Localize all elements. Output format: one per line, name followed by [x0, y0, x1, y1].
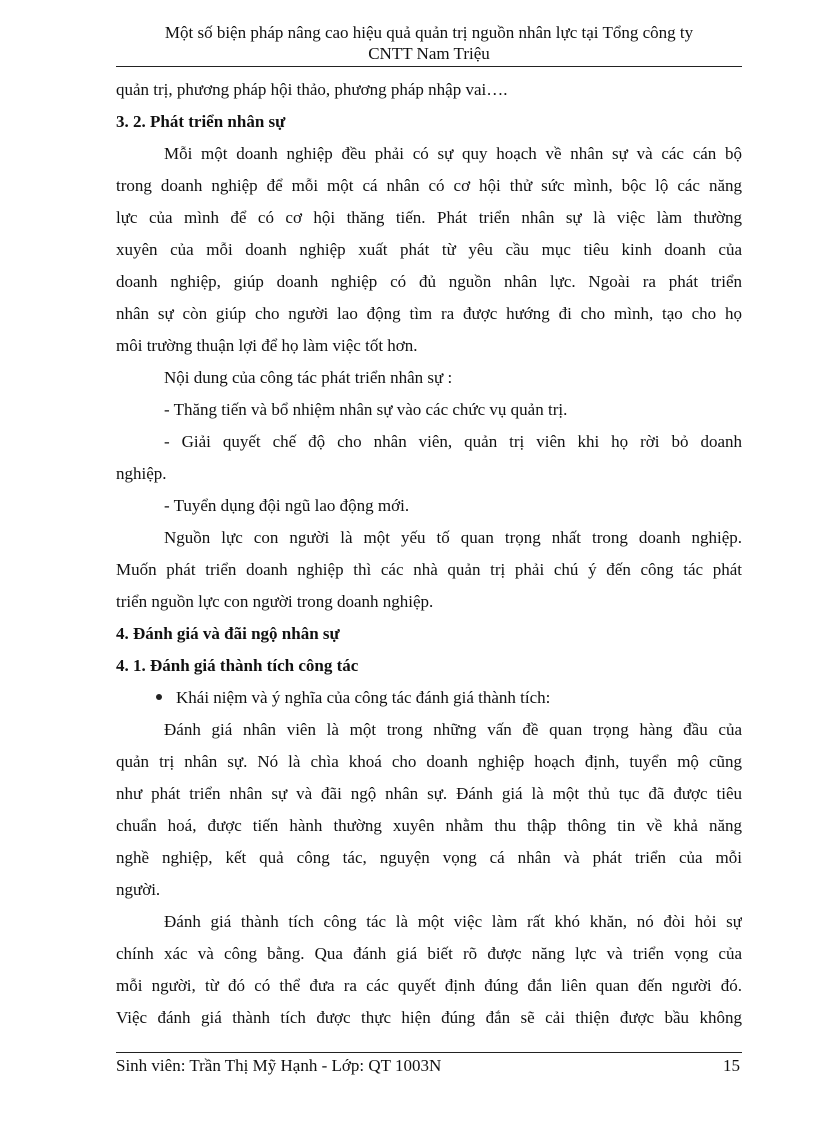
page-footer [116, 1055, 742, 1077]
paragraph-line: như phát triển nhân sự và đãi ngộ nhân sự. Đánh giá là một thủ tục đã được tiêu [116, 784, 742, 803]
paragraph-line: trong doanh nghiệp để mỗi một cá nhân có cơ hội thử sức mình, bộc lộ các năng [116, 176, 742, 195]
page-header [116, 22, 742, 64]
paragraph-line: Việc đánh giá thành tích được thực hiện đúng đắn sẽ cải thiện được bầu không [116, 1008, 742, 1027]
paragraph-line: Muốn phát triển doanh nghiệp thì các nhà quản trị phải chú ý đến công tác phát [116, 560, 742, 579]
heading-text: 4. Đánh giá và đãi ngộ nhân sự [116, 624, 340, 643]
list-item-continuation: nghiệp. [116, 464, 167, 483]
paragraph-line: lực của mình để có cơ hội thăng tiến. Phát triển nhân sự là việc làm thường [116, 208, 742, 227]
paragraph-line: quản trị nhân sự. Nó là chìa khoá cho doanh nghiệp hoạch định, tuyển mộ cũng [116, 752, 742, 771]
paragraph-line: Đánh giá thành tích công tác là một việc làm rất khó khăn, nó đòi hỏi sự [164, 912, 742, 931]
heading-text: 3. 2. Phát triển nhân sự [116, 112, 286, 131]
paragraph-line: xuyên của mỗi doanh nghiệp xuất phát từ yêu cầu mục tiêu kinh doanh của [116, 240, 742, 259]
document-body [116, 74, 742, 1034]
paragraph-line: mỗi người, từ đó có thể đưa ra các quyết định đúng đắn liên quan đến người đó. [116, 976, 742, 995]
paragraph-line: Mỗi một doanh nghiệp đều phải có sự quy hoạch về nhân sự và các cán bộ [164, 144, 742, 163]
bullet-icon [156, 694, 162, 700]
paragraph-line: Nguồn lực con người là một yếu tố quan trọng nhất trong doanh nghiệp. [164, 528, 742, 547]
paragraph-line: môi trường thuận lợi để họ làm việc tốt hơn. [116, 336, 418, 355]
heading-text: 4. 1. Đánh giá thành tích công tác [116, 656, 359, 675]
paragraph-line: Nội dung của công tác phát triển nhân sự : [164, 368, 453, 387]
paragraph-line: doanh nghiệp, giúp doanh nghiệp có đủ nguồn nhân lực. Ngoài ra phát triển [116, 272, 742, 291]
paragraph-line: chuẩn hoá, được tiến hành thường xuyên nhằm thu thập thông tin về khả năng [116, 816, 742, 835]
section-heading-4 [116, 618, 742, 650]
list-item: - Giải quyết chế độ cho nhân viên, quản trị viên khi họ rời bỏ doanh [164, 432, 742, 451]
footer-divider [116, 1052, 742, 1053]
bullet-text: Khái niệm và ý nghĩa của công tác đánh giá thành tích: [176, 688, 551, 707]
header-title-line-2: CNTT Nam Triệu [368, 44, 490, 63]
list-item: - Thăng tiến và bổ nhiệm nhân sự vào các chức vụ quản trị. [164, 400, 568, 419]
list-item: - Tuyển dụng đội ngũ lao động mới. [164, 496, 410, 515]
paragraph-line: người. [116, 880, 161, 899]
bullet-item [116, 682, 742, 714]
page-number: 15 [723, 1056, 740, 1075]
header-divider [116, 66, 742, 67]
header-title-line-1: Một số biện pháp nâng cao hiệu quả quản trị nguồn nhân lực tại Tổng công ty [164, 23, 694, 42]
paragraph-line: nhân sự còn giúp cho người lao động tìm ra được hướng đi cho mình, tạo cho họ [116, 304, 742, 323]
paragraph-line: nghề nghiệp, kết quả công tác, nguyện vọng cá nhân và phát triển của mỗi [116, 848, 742, 867]
paragraph-line: Đánh giá nhân viên là một trong những vấn đề quan trọng hàng đầu của [164, 720, 742, 739]
footer-student-info: Sinh viên: Trần Thị Mỹ Hạnh - Lớp: QT 1003N [116, 1056, 442, 1075]
paragraph-line: chính xác và công bằng. Qua đánh giá biết rõ được năng lực và triển vọng của [116, 944, 742, 963]
section-heading-4-1 [116, 650, 742, 682]
text-line: quản trị, phương pháp hội thảo, phương pháp nhập vai…. [116, 80, 508, 99]
section-heading-3-2 [116, 106, 742, 138]
paragraph-line: triển nguồn lực con người trong doanh nghiệp. [116, 592, 434, 611]
